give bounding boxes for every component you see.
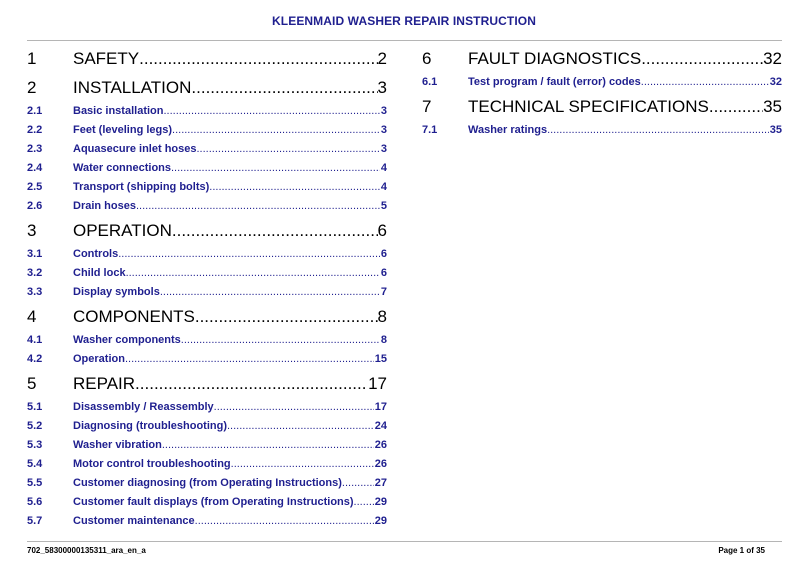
toc-entry-label: Washer vibration (73, 439, 162, 451)
toc-leader-dots (354, 493, 374, 512)
toc-leader-dots (342, 474, 374, 493)
toc-entry-number: 6 (422, 49, 432, 68)
toc-entry-page: 4 (380, 162, 387, 174)
toc-entry-page: 32 (763, 49, 782, 68)
toc-leader-dots (195, 302, 378, 331)
header-divider (27, 40, 782, 41)
toc-entry-number: 2.3 (27, 143, 43, 155)
footer-divider (27, 541, 782, 542)
toc-leader-dots (641, 73, 769, 92)
toc-leader-dots (181, 331, 380, 350)
toc-entry-diagnosing[interactable] (27, 417, 387, 436)
toc-entry-test-program[interactable] (422, 73, 782, 92)
toc-entry-transport[interactable] (27, 178, 387, 197)
toc-entry-page: 29 (374, 515, 387, 527)
toc-entry-washer-components[interactable] (27, 331, 387, 350)
toc-entry-label: Water connections (73, 162, 171, 174)
toc-leader-dots (227, 417, 374, 436)
toc-entry-page: 35 (769, 124, 782, 136)
toc-left-column (27, 44, 387, 531)
toc-entry-label: Customer fault displays (from Operating Instructions) (73, 496, 354, 508)
toc-entry-customer-diagnosing[interactable] (27, 474, 387, 493)
toc-leader-dots (197, 140, 380, 159)
toc-entry-drain-hoses[interactable] (27, 197, 387, 216)
toc-entry-repair[interactable] (27, 369, 387, 398)
toc-entry-number: 2 (27, 78, 37, 97)
toc-entry-number: 7 (422, 97, 432, 116)
toc-entry-number: 7.1 (422, 124, 438, 136)
toc-entry-page: 26 (374, 458, 387, 470)
toc-leader-dots (709, 92, 763, 121)
toc-entry-number: 3.3 (27, 286, 43, 298)
toc-entry-number: 2.1 (27, 105, 43, 117)
toc-entry-page: 5 (380, 200, 387, 212)
toc-entry-label: Test program / fault (error) codes (468, 76, 641, 88)
toc-leader-dots (163, 102, 379, 121)
toc-leader-dots (172, 121, 380, 140)
toc-entry-page: 24 (374, 420, 387, 432)
toc-entry-operation-sub[interactable] (27, 350, 387, 369)
toc-leader-dots (160, 283, 380, 302)
toc-entry-page: 4 (380, 181, 387, 193)
toc-leader-dots (172, 216, 378, 245)
toc-entry-label: Aquasecure inlet hoses (73, 143, 197, 155)
toc-leader-dots (214, 398, 374, 417)
toc-entry-number: 2.2 (27, 124, 43, 136)
toc-entry-number: 2.5 (27, 181, 43, 193)
toc-entry-number: 5.4 (27, 458, 43, 470)
toc-leader-dots (209, 178, 380, 197)
toc-entry-operation[interactable] (27, 216, 387, 245)
toc-entry-label: Washer components (73, 334, 181, 346)
toc-entry-label: COMPONENTS (73, 307, 195, 326)
toc-leader-dots (139, 44, 377, 73)
toc-entry-page: 6 (377, 221, 387, 240)
toc-leader-dots (641, 44, 763, 73)
toc-entry-number: 4 (27, 307, 37, 326)
toc-entry-number: 3.1 (27, 248, 43, 260)
toc-entry-number: 6.1 (422, 76, 438, 88)
toc-entry-basic-installation[interactable] (27, 102, 387, 121)
toc-entry-label: Motor control troubleshooting (73, 458, 231, 470)
toc-entry-page: 29 (374, 496, 387, 508)
toc-entry-number: 5 (27, 374, 37, 393)
toc-entry-washer-ratings[interactable] (422, 121, 782, 140)
toc-entry-page: 6 (380, 248, 387, 260)
toc-entry-safety[interactable] (27, 44, 387, 73)
toc-entry-page: 32 (769, 76, 782, 88)
toc-entry-label: Basic installation (73, 105, 164, 117)
toc-entry-page: 2 (377, 49, 387, 68)
toc-entry-technical-specifications[interactable] (422, 92, 782, 121)
toc-entry-number: 5.5 (27, 477, 43, 489)
toc-entry-label: Child lock (73, 267, 126, 279)
toc-entry-components[interactable] (27, 302, 387, 331)
toc-entry-page: 3 (380, 105, 387, 117)
toc-entry-label: Controls (73, 248, 119, 260)
page-number: Page 1 of 35 (718, 546, 765, 555)
toc-leader-dots (136, 197, 380, 216)
toc-right-column (422, 44, 782, 140)
toc-entry-water-connections[interactable] (27, 159, 387, 178)
toc-entry-number: 5.1 (27, 401, 43, 413)
toc-entry-page: 17 (368, 374, 387, 393)
toc-entry-fault-diagnostics[interactable] (422, 44, 782, 73)
toc-entry-child-lock[interactable] (27, 264, 387, 283)
toc-entry-washer-vibration[interactable] (27, 436, 387, 455)
toc-entry-installation[interactable] (27, 73, 387, 102)
toc-entry-number: 1 (27, 49, 37, 68)
toc-entry-page: 26 (374, 439, 387, 451)
toc-entry-page: 17 (374, 401, 387, 413)
toc-entry-label: SAFETY (73, 49, 140, 68)
toc-entry-number: 5.7 (27, 515, 43, 527)
toc-entry-number: 3 (27, 221, 37, 240)
toc-leader-dots (231, 455, 374, 474)
toc-entry-label: Feet (leveling legs) (73, 124, 173, 136)
toc-entry-aquasecure-hoses[interactable] (27, 140, 387, 159)
toc-entry-page: 27 (374, 477, 387, 489)
toc-leader-dots (126, 264, 380, 283)
toc-entry-page: 3 (380, 143, 387, 155)
toc-entry-page: 35 (763, 97, 782, 116)
toc-entry-number: 3.2 (27, 267, 43, 279)
page-title: KLEENMAID WASHER REPAIR INSTRUCTION (272, 14, 536, 28)
toc-leader-dots (125, 350, 374, 369)
toc-entry-controls[interactable] (27, 245, 387, 264)
toc-entry-number: 4.1 (27, 334, 43, 346)
toc-entry-label: Transport (shipping bolts) (73, 181, 210, 193)
toc-entry-page: 15 (374, 353, 387, 365)
toc-leader-dots (118, 245, 380, 264)
toc-entry-label: Disassembly / Reassembly (73, 401, 214, 413)
toc-entry-label: Operation (73, 353, 125, 365)
toc-leader-dots (171, 159, 380, 178)
toc-entry-label: Customer diagnosing (from Operating Instructions) (73, 477, 342, 489)
toc-entry-page: 7 (380, 286, 387, 298)
toc-entry-feet[interactable] (27, 121, 387, 140)
toc-entry-number: 5.3 (27, 439, 43, 451)
toc-entry-motor-control[interactable] (27, 455, 387, 474)
toc-entry-label: Customer maintenance (73, 515, 195, 527)
toc-entry-page: 6 (380, 267, 387, 279)
toc-entry-page: 8 (380, 334, 387, 346)
toc-leader-dots (195, 512, 374, 531)
toc-entry-disassembly[interactable] (27, 398, 387, 417)
toc-entry-number: 4.2 (27, 353, 43, 365)
toc-entry-customer-maintenance[interactable] (27, 512, 387, 531)
toc-leader-dots (191, 73, 377, 102)
toc-entry-label: FAULT DIAGNOSTICS (468, 49, 642, 68)
toc-leader-dots (135, 369, 368, 398)
toc-entry-label: REPAIR (73, 374, 136, 393)
toc-entry-display-symbols[interactable] (27, 283, 387, 302)
toc-entry-page: 3 (377, 78, 387, 97)
toc-entry-number: 5.2 (27, 420, 43, 432)
toc-entry-number: 2.4 (27, 162, 43, 174)
toc-entry-label: OPERATION (73, 221, 172, 240)
toc-entry-label: TECHNICAL SPECIFICATIONS (468, 97, 709, 116)
toc-entry-label: Display symbols (73, 286, 160, 298)
toc-entry-page: 3 (380, 124, 387, 136)
toc-entry-number: 2.6 (27, 200, 43, 212)
toc-entry-page: 8 (377, 307, 387, 326)
toc-leader-dots (162, 436, 374, 455)
toc-entry-label: Diagnosing (troubleshooting) (73, 420, 227, 432)
document-code: 702_58300000135311_ara_en_a (27, 546, 146, 555)
toc-entry-customer-fault-displays[interactable] (27, 493, 387, 512)
toc-leader-dots (547, 121, 769, 140)
toc-entry-label: Washer ratings (468, 124, 548, 136)
toc-entry-label: Drain hoses (73, 200, 136, 212)
toc-entry-label: INSTALLATION (73, 78, 192, 97)
toc-entry-number: 5.6 (27, 496, 43, 508)
